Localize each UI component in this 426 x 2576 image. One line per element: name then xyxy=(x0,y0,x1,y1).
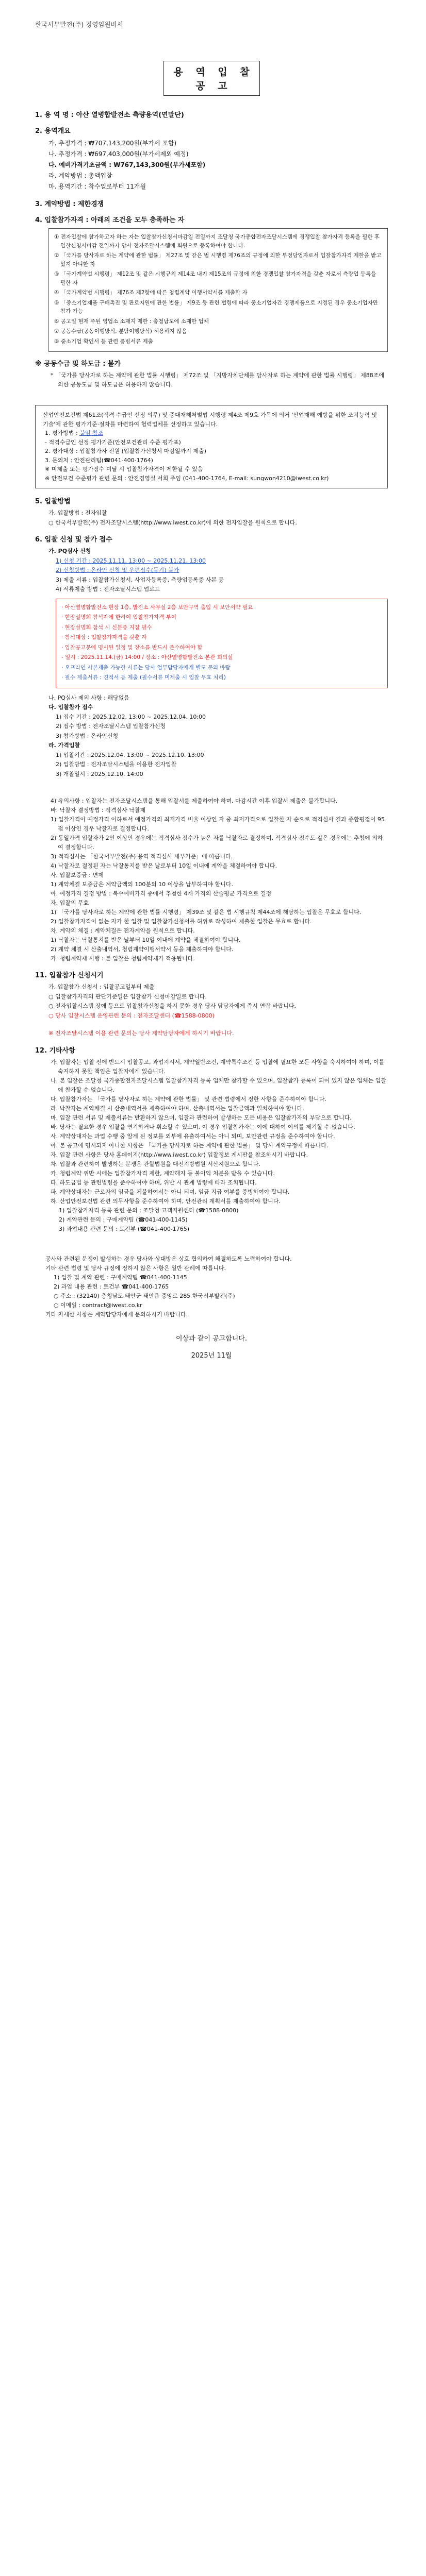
contact-line: 3) 과업내용 관련 문의 : 토건부 (☎041-400-1765) xyxy=(59,1225,190,1232)
section-4-heading: 4. 입찰참가자격 : 아래의 조건을 모두 충족하는 자 xyxy=(35,216,185,224)
body-paragraph: 2) 입찰참가자격이 없는 자가 한 입찰 및 입찰참가신청서를 허위로 작성하여 제출한 입찰은 무효로 합니다. xyxy=(51,918,312,925)
body-paragraph: 바. 낙찰자 결정방법 : 적격심사 낙찰제 xyxy=(51,807,146,814)
attachment-link[interactable]: 붙임 참조 xyxy=(79,430,104,436)
misc-item: 마. 입찰 관련 서류 및 제출서류는 반환하지 않으며, 입찰과 관련하여 발생하는 모든 비용은 입찰참가자의 부담으로 합니다. xyxy=(51,1114,352,1121)
evaluation-line: ※ 미제출 또는 평가점수 미달 시 입찰참가자격이 제한될 수 있음 xyxy=(45,466,203,472)
price-bid-line: 1) 입찰기간 : 2025.12.04. 13:00 ~ 2025.12.10. 13:00 xyxy=(56,751,204,758)
misc-item: 자. 입찰 관련 사항은 당사 홈페이지(http://www.iwest.co.kr) 입찰정보 게시판을 참조하시기 바랍니다. xyxy=(51,1151,308,1158)
pq-period: 1) 신청 기간 : 2025.11.11. 13:00 ~ 2025.11.21. 13:00 xyxy=(56,557,206,564)
evaluation-line: 2. 평가대상 : 입찰참가자 전원 (입찰참가신청서 마감일까지 제출) xyxy=(45,448,206,454)
body-paragraph: 사. 입찰보증금 : 면제 xyxy=(51,872,104,878)
bid-method-line: ○ 한국서부발전(주) 전자조달시스템(http://www.iwest.co.kr)에 의한 전자입찰을 원칙으로 합니다. xyxy=(48,519,297,526)
body-paragraph: 1) 입찰가격이 예정가격 이하로서 예정가격의 최저가격 비율 이상인 자 중 최저가격으로 입찰한 자 순으로 적격심사 결과 종합평점이 95점 이상인 경우 낙찰자로 결정합니다. xyxy=(51,816,385,832)
body-paragraph: 1) 「국가를 당사자로 하는 계약에 관한 법률 시행령」 제39조 및 같은 법 시행규칙 제44조에 해당하는 입찰은 무효로 합니다. xyxy=(51,909,362,916)
overview-item: 마. 용역기간 : 착수일로부터 11개월 xyxy=(48,183,146,190)
body-paragraph: 4) 유의사항 : 입찰자는 전자조달시스템을 통해 입찰서를 제출하여야 하며, 마감시간 이후 입찰서 제출은 불가합니다. xyxy=(51,798,338,804)
misc-item: 가. 입찰자는 입찰 전에 반드시 입찰공고, 과업지시서, 계약일반조건, 계약특수조건 등 입찰에 필요한 모든 사항을 숙지하여야 하며, 이를 숙지하지 못한 책임은 입찰자에게 있습니다. xyxy=(51,1058,385,1075)
qualification-item: ⑧ 중소기업 확인서 등 관련 증빙서류 제출 xyxy=(54,338,153,345)
section-6-heading: 6. 입찰 신청 및 참가 접수 xyxy=(35,536,112,544)
misc-item: 아. 본 공고에 명시되지 아니한 사항은 「국가를 당사자로 하는 계약에 관한 법률」 및 당사 계약규정에 따릅니다. xyxy=(51,1142,329,1149)
overview-item: 나. 추정가격 : ₩697,403,000원(부가세제외 예정) xyxy=(48,150,189,158)
misc-item: 다. 입찰참가자는 「국가를 당사자로 하는 계약에 관한 법률」 및 관련 법령에서 정한 사항을 준수하여야 합니다. xyxy=(51,1095,326,1103)
joint-contract-body: * 「국가를 당사자로 하는 계약에 관한 법률 시행령」 제72조 및 「지방자치단체를 당사자로 하는 계약에 관한 법률 시행령」 제88조에 의한 공동도급 및 하도급은 허용하지 않습니다. xyxy=(51,372,384,388)
misc-item: 나. 본 입찰은 조달청 국가종합전자조달시스템 입찰참가자격 등록 업체만 참가할 수 있으며, 입찰참가 등록이 되어 있지 않은 업체는 입찰에 참가할 수 없습니다. xyxy=(51,1077,386,1093)
evaluation-method xyxy=(45,429,380,438)
bid-registration-line: 1) 접수 기간 : 2025.12.02. 13:00 ~ 2025.12.04. 10:00 xyxy=(56,713,206,720)
bid-registration-line: 2) 접수 방법 : 전자조달시스템 입찰참가신청 xyxy=(56,723,166,730)
misc-item: 카. 청렴계약 위반 시에는 입찰참가자격 제한, 계약해지 등 불이익 처분을 받을 수 있습니다. xyxy=(51,1170,275,1177)
section-12-heading: 12. 기타사항 xyxy=(35,1046,75,1055)
section-2-heading: 2. 용역개요 xyxy=(35,127,71,135)
pq-method: 2) 신청방법 : 온라인 신청 및 우편접수(등기) 불가 xyxy=(56,567,179,573)
misc-item: 바. 당사는 필요한 경우 입찰을 연기하거나 취소할 수 있으며, 이 경우 입찰참가자는 이에 대하여 이의를 제기할 수 없습니다. xyxy=(51,1123,355,1130)
body-paragraph: 1) 계약체결 보증금은 계약금액의 100분의 10 이상을 납부하여야 합니다. xyxy=(51,881,234,888)
outro-line: ○ 이메일 : contract@iwest.co.kr xyxy=(54,1301,142,1309)
outro-line: 1) 입찰 및 계약 관련 : 구매계약팀 ☎041-400-1145 xyxy=(54,1274,187,1281)
misc-item: 파. 계약상대자는 근로자의 임금을 체불하여서는 아니 되며, 임금 지급 여부를 증빙하여야 합니다. xyxy=(51,1188,290,1195)
body-paragraph: 4) 낙찰자로 결정된 자는 낙찰통지를 받은 날로부터 10일 이내에 계약을 체결하여야 합니다. xyxy=(51,862,277,869)
schedule-line: 가. 입찰참가 신청서 : 입찰공고일부터 제출 xyxy=(48,984,155,990)
bid-method-line: 가. 입찰방법 : 전자입찰 xyxy=(48,510,107,516)
qualification-item: ③ 「국가계약법 시행령」 제12조 및 같은 시행규칙 제14조 내지 제15조의 규정에 의한 경쟁입찰 참가자격을 갖춘 자로서 측량업 등록을 필한 자 xyxy=(54,271,376,286)
body-paragraph: 차. 계약의 체결 : 계약체결은 전자계약을 원칙으로 합니다. xyxy=(51,927,195,934)
qualification-item: ④ 「국가계약법 시행령」 제76조 제2항에 따른 청렴계약 이행서약서를 제출한 자 xyxy=(54,290,248,296)
contact-line: 2) 계약관련 문의 : 구매계약팀 (☎041-400-1145) xyxy=(59,1216,188,1223)
body-paragraph: 2) 계약 체결 시 산출내역서, 청렴계약이행서약서 등을 제출하여야 합니다. xyxy=(51,946,234,953)
body-paragraph: 2) 동일가격 입찰자가 2인 이상인 경우에는 적격심사 점수가 높은 자를 낙찰자로 결정하며, 적격심사 점수도 같은 경우에는 추첨에 의하여 결정합니다. xyxy=(51,835,383,851)
site-briefing-line: · 현장설명회 참석 시 신분증 지참 필수 xyxy=(61,624,152,631)
section-3-heading: 3. 계약방법 : 제한경쟁 xyxy=(35,200,104,208)
qualification-item: ⑥ 공고일 현재 주된 영업소 소재지 제한 : 충청남도에 소재한 업체 xyxy=(54,318,209,325)
system-usage-note: ※ 전자조달시스템 이용 관련 문의는 당사 계약담당자에게 하시기 바랍니다. xyxy=(48,1030,234,1037)
submission-note: · 필수 제출서류 : 견적서 등 제출 (필수서류 미제출 시 입찰 무효 처리) xyxy=(61,674,226,681)
evaluation-contact: ※ 안전보건 수준평가 관련 문의 : 안전경영실 서희 주임 (041-400-1764, E-mail: sungwon4210@iwest.co.kr) xyxy=(45,474,329,482)
outro-line: 공사와 관련된 분쟁이 발생하는 경우 당사와 상대방은 상호 협의하여 해결하도록 노력하여야 합니다. xyxy=(45,1255,292,1262)
qualification-item: ⑦ 공동수급(공동이행방식, 분담이행방식) 허용하지 않음 xyxy=(54,328,187,334)
misc-item: 차. 입찰과 관련하여 발생하는 분쟁은 관할법원을 대전지방법원 서산지원으로 합니다. xyxy=(51,1160,260,1167)
overview-item: 라. 계약방법 : 총액입찰 xyxy=(48,172,112,179)
system-contact-line: ○ 당사 입찰시스템 운영관련 문의 : 전자조달센터 (☎1588-0800) xyxy=(48,1012,215,1019)
submission-note: · 오프라인 사본제출 가능한 서류는 당사 업무담당자에게 별도 문의 바람 xyxy=(61,664,231,671)
site-briefing-box xyxy=(56,599,388,688)
body-paragraph: 카. 청렴계약제 시행 : 본 입찰은 청렴계약제가 적용됩니다. xyxy=(51,955,195,962)
page-title: 용 역 입 찰 공 고 xyxy=(163,61,260,96)
qualification-item: ⑤ 「중소기업제품 구매촉진 및 판로지원에 관한 법률」 제9조 등 관련 법령에 따라 중소기업자간 경쟁제품으로 지정된 경우 중소기업자만 참가 가능 xyxy=(54,299,379,314)
evaluation-line: 3. 문의처 : 안전관리팀(☎041-400-1764) xyxy=(45,456,153,464)
site-briefing-line: - 일시 : 2025.11.14.(금) 14:00 / 장소 : 아산열병합발전소 본관 회의실 xyxy=(61,654,233,660)
joint-contract-heading: ※ 공동수급 및 하도급 : 불가 xyxy=(35,360,121,368)
contact-line: 1) 입찰참가자격 등록 관련 문의 : 조달청 고객지원센터 (☎1588-0800) xyxy=(59,1207,239,1214)
schedule-line: ○ 전자입찰시스템 장애 등으로 입찰참가신청을 하지 못한 경우 당사 담당자에게 즉시 연락 바랍니다. xyxy=(48,1003,297,1009)
price-bid-line: 2) 입찰방법 : 전자조달시스템을 이용한 전자입찰 xyxy=(56,761,177,768)
outro-line: 2) 과업 내용 관련 : 토건부 ☎041-400-1765 xyxy=(54,1283,169,1290)
evaluation-line: - 적격수급인 선정 평가기준(안전보건관리 수준 평가표) xyxy=(45,438,181,446)
qualification-box xyxy=(48,228,388,352)
price-bid-heading: 라. 가격입찰 xyxy=(48,742,80,749)
section-5-heading: 5. 입찰방법 xyxy=(35,498,71,505)
pq-exemption: 나. PQ심사 제외 사항 : 해당없음 xyxy=(48,694,129,701)
site-briefing-line: · 참석대상 : 입찰참가자격을 갖춘 자 xyxy=(61,634,147,640)
pq-submission: 4) 서류제출 방법 : 전자조달시스템 업로드 xyxy=(56,586,160,592)
outro-line: ○ 주소 : (32140) 충청남도 태안군 태안읍 중앙로 285 한국서부발전(주) xyxy=(54,1292,235,1299)
misc-item: 타. 하도급법 등 관련법령을 준수하여야 하며, 위반 시 관계 법령에 따라 조치됩니다. xyxy=(51,1179,257,1186)
section-1-heading: 1. 용 역 명 : 아산 열병합발전소 측량용역(연말단) xyxy=(35,111,184,119)
site-briefing-line: · 아산열병합발전소 현장 1층, 발전소 사무실 2층 보안구역 출입 시 보안서약 필요 xyxy=(61,604,253,611)
overview-item: 다. 예비가격기초금액 : ₩767,143,300원(부가세포함) xyxy=(48,161,206,168)
body-paragraph: 3) 적격심사는 「한국서부발전(주) 용역 적격심사 세부기준」에 따릅니다. xyxy=(51,853,233,860)
outro-line: 기타 관련 법령 및 당사 규정에 정하지 않은 사항은 일반 관례에 따릅니다. xyxy=(45,1264,226,1272)
overview-item: 가. 추정가격 : ₩707,143,200원(부가세 포함) xyxy=(48,140,177,147)
safety-intro: 산업안전보건법 제61조(적격 수급인 선정 의무) 및 중대재해처벌법 시행령 제4조 제9호 가목에 의거 '산업재해 예방을 위한 조치능력 및 기술'에 관한 평가기준·절차를 마련하여 협력업체를 선정하고 있습니다. xyxy=(43,412,378,428)
misc-item: 라. 낙찰자는 계약체결 시 산출내역서를 제출하여야 하며, 산출내역서는 입찰금액과 일치하여야 합니다. xyxy=(51,1105,304,1112)
body-paragraph: 1) 낙찰자는 낙찰통지를 받은 날부터 10일 이내에 계약을 체결하여야 합니다. xyxy=(51,937,241,943)
qualification-item: ① 전자입찰에 참가하고자 하는 자는 입찰참가신청서마감일 전일까지 조달청 국가종합전자조달시스템에 경쟁입찰 참가자격 등록을 필한 후 입찰신청서마감 전일까지 당사 전자조달시스템에 회원으로 등록하여야 합니다. xyxy=(54,234,380,249)
header-org: 한국서부발전(주) 경영임원비서 xyxy=(35,21,123,28)
evaluation-method-label: 1. 평가방법 : xyxy=(45,430,80,436)
closing-statement: 이상과 같이 공고합니다. xyxy=(176,1334,247,1343)
safety-evaluation-box xyxy=(35,405,388,488)
body-paragraph: 자. 입찰의 무효 xyxy=(51,900,89,906)
bid-registration-line: 3) 참가방법 : 온라인신청 xyxy=(56,732,119,739)
announcement-date: 2025년 11월 xyxy=(191,1351,232,1360)
price-bid-line: 3) 개찰일시 : 2025.12.10. 14:00 xyxy=(56,770,143,777)
bid-registration-heading: 다. 입찰참가 접수 xyxy=(48,704,93,710)
misc-item: 사. 계약상대자는 과업 수행 중 알게 된 정보를 외부에 유출하여서는 아니 되며, 보안관련 규정을 준수하여야 합니다. xyxy=(51,1132,335,1140)
misc-item: 하. 산업안전보건법 관련 의무사항을 준수하여야 하며, 안전관리 계획서를 제출하여야 합니다. xyxy=(51,1197,281,1205)
outro-line: 기타 자세한 사항은 계약담당자에게 문의하시기 바랍니다. xyxy=(45,1311,188,1318)
site-briefing-line: · 현장설명회 참석자에 한하여 입찰참가자격 부여 xyxy=(61,614,176,620)
schedule-line: ○ 입찰참가자격의 판단기준일은 입찰참가 신청마감일로 합니다. xyxy=(48,993,207,1000)
qualification-item: ② 「국가를 당사자로 하는 계약에 관한 법률」 제27조 및 같은 법 시행령 제76조의 규정에 의한 부정당업자로서 입찰참가자격 제한을 받고 있지 아니한 자 xyxy=(54,252,382,267)
pq-documents: 3) 제출 서류 : 입찰참가신청서, 사업자등록증, 측량업등록증 사본 등 xyxy=(56,576,224,583)
section-11-heading: 11. 입찰참가 신청시기 xyxy=(35,972,104,979)
body-paragraph: 아. 예정가격 결정 방법 : 복수예비가격 중에서 추첨한 4개 가격의 산술평균 가격으로 결정 xyxy=(51,890,272,897)
pq-heading: 가. PQ심사 신청 xyxy=(48,548,91,554)
site-briefing-line: · 입찰공고문에 명시된 일정 및 장소를 반드시 준수하여야 함 xyxy=(61,644,203,651)
